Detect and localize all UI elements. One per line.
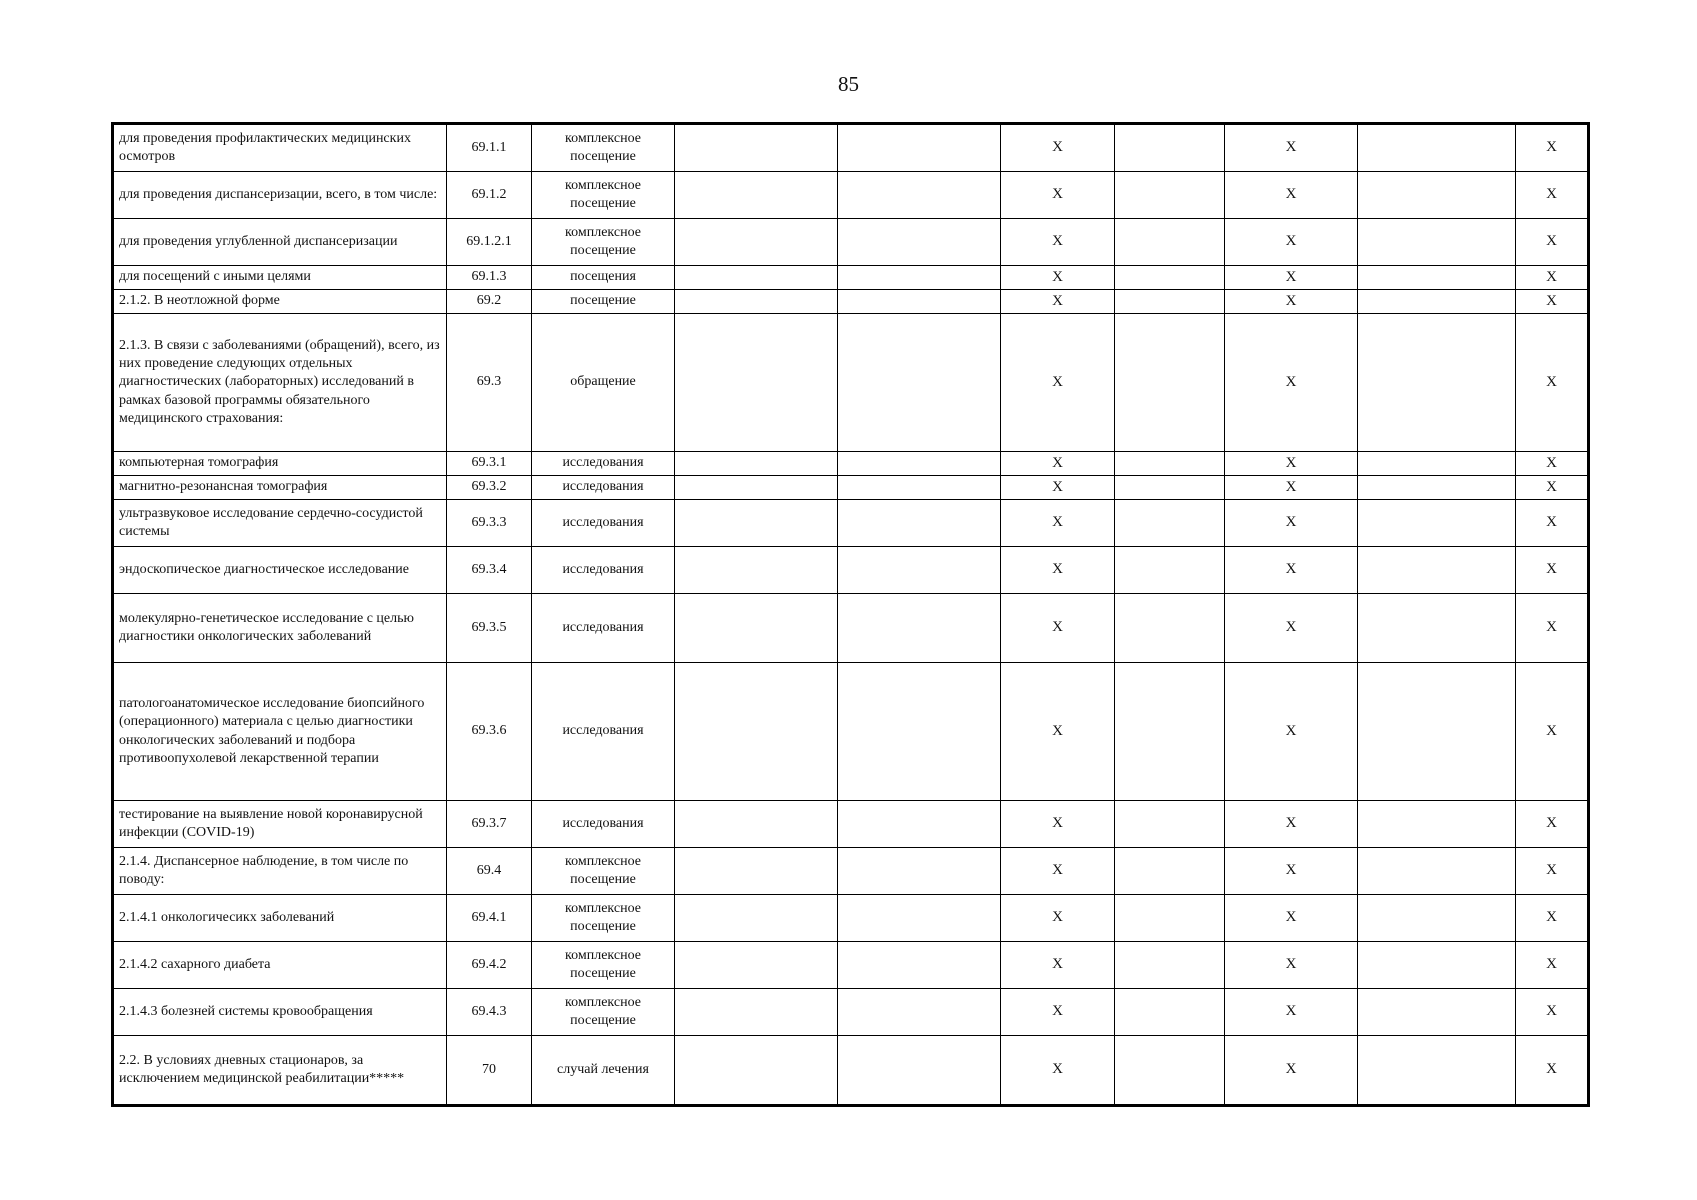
table-row <box>114 895 1588 942</box>
empty-cell <box>1115 125 1225 172</box>
empty-cell <box>838 895 1001 942</box>
empty-cell <box>1358 848 1516 895</box>
empty-cell <box>1115 989 1225 1036</box>
x-mark-cell: X <box>1001 942 1115 989</box>
x-mark-cell: X <box>1001 801 1115 848</box>
row-name: ультразвуковое исследование сердечно-сосудистой системы <box>114 500 447 547</box>
row-code: 69.4 <box>447 848 532 895</box>
empty-cell <box>675 266 838 290</box>
empty-cell <box>838 290 1001 314</box>
row-code: 69.2 <box>447 290 532 314</box>
row-unit: обращение <box>532 314 675 452</box>
empty-cell <box>1358 290 1516 314</box>
row-code: 69.4.2 <box>447 942 532 989</box>
x-mark-cell: X <box>1516 594 1588 663</box>
empty-cell <box>1115 1036 1225 1105</box>
row-code: 69.3.6 <box>447 663 532 801</box>
empty-cell <box>675 848 838 895</box>
empty-cell <box>838 500 1001 547</box>
x-mark-cell: X <box>1001 500 1115 547</box>
x-mark-cell: X <box>1225 125 1358 172</box>
x-mark-cell: X <box>1001 314 1115 452</box>
empty-cell <box>1358 314 1516 452</box>
table-row <box>114 476 1588 500</box>
x-mark-cell: X <box>1225 266 1358 290</box>
row-name: 2.1.4.2 сахарного диабета <box>114 942 447 989</box>
row-code: 70 <box>447 1036 532 1105</box>
row-unit: комплексное посещение <box>532 172 675 219</box>
empty-cell <box>838 476 1001 500</box>
row-name: тестирование на выявление новой коронавирусной инфекции (COVID-19) <box>114 801 447 848</box>
row-unit: случай лечения <box>532 1036 675 1105</box>
row-name: молекулярно-генетическое исследование с целью диагностики онкологических заболеваний <box>114 594 447 663</box>
row-name: для проведения профилактических медицинских осмотров <box>114 125 447 172</box>
row-unit: комплексное посещение <box>532 125 675 172</box>
empty-cell <box>1358 594 1516 663</box>
empty-cell <box>675 942 838 989</box>
row-code: 69.3.4 <box>447 547 532 594</box>
row-name: 2.2. В условиях дневных стационаров, за исключением медицинской реабилитации***** <box>114 1036 447 1105</box>
x-mark-cell: X <box>1516 848 1588 895</box>
x-mark-cell: X <box>1225 1036 1358 1105</box>
x-mark-cell: X <box>1225 172 1358 219</box>
table-row <box>114 942 1588 989</box>
x-mark-cell: X <box>1225 547 1358 594</box>
empty-cell <box>1115 476 1225 500</box>
row-code: 69.1.2.1 <box>447 219 532 266</box>
x-mark-cell: X <box>1001 895 1115 942</box>
x-mark-cell: X <box>1516 290 1588 314</box>
table-row <box>114 125 1588 172</box>
x-mark-cell: X <box>1001 219 1115 266</box>
row-unit: исследования <box>532 452 675 476</box>
empty-cell <box>1358 476 1516 500</box>
x-mark-cell: X <box>1516 895 1588 942</box>
empty-cell <box>1115 290 1225 314</box>
empty-cell <box>1358 801 1516 848</box>
x-mark-cell: X <box>1001 125 1115 172</box>
empty-cell <box>1115 594 1225 663</box>
row-code: 69.3 <box>447 314 532 452</box>
row-name: эндоскопическое диагностическое исследование <box>114 547 447 594</box>
x-mark-cell: X <box>1225 848 1358 895</box>
empty-cell <box>675 989 838 1036</box>
row-name: компьютерная томография <box>114 452 447 476</box>
row-unit: исследования <box>532 547 675 594</box>
page-number: 85 <box>838 72 859 96</box>
empty-cell <box>675 314 838 452</box>
empty-cell <box>1358 219 1516 266</box>
x-mark-cell: X <box>1001 594 1115 663</box>
empty-cell <box>838 314 1001 452</box>
row-name: магнитно-резонансная томография <box>114 476 447 500</box>
row-name: 2.1.4.1 онкологичесикх заболеваний <box>114 895 447 942</box>
x-mark-cell: X <box>1516 989 1588 1036</box>
empty-cell <box>1358 989 1516 1036</box>
empty-cell <box>1115 172 1225 219</box>
x-mark-cell: X <box>1225 500 1358 547</box>
x-mark-cell: X <box>1516 500 1588 547</box>
empty-cell <box>1358 895 1516 942</box>
row-name: 2.1.3. В связи с заболеваниями (обращений), всего, из них проведение следующих отдельных диагностических (лабораторных) исследований в рамках базовой программы обязательного медицинского страхования: <box>114 314 447 452</box>
x-mark-cell: X <box>1225 895 1358 942</box>
empty-cell <box>1358 125 1516 172</box>
x-mark-cell: X <box>1001 1036 1115 1105</box>
empty-cell <box>838 848 1001 895</box>
empty-cell <box>838 172 1001 219</box>
x-mark-cell: X <box>1001 547 1115 594</box>
empty-cell <box>1115 500 1225 547</box>
empty-cell <box>675 500 838 547</box>
x-mark-cell: X <box>1225 942 1358 989</box>
empty-cell <box>838 594 1001 663</box>
empty-cell <box>1358 452 1516 476</box>
empty-cell <box>1115 452 1225 476</box>
x-mark-cell: X <box>1516 801 1588 848</box>
x-mark-cell: X <box>1516 1036 1588 1105</box>
empty-cell <box>1115 266 1225 290</box>
row-unit: исследования <box>532 500 675 547</box>
empty-cell <box>1358 942 1516 989</box>
x-mark-cell: X <box>1516 452 1588 476</box>
row-unit: посещения <box>532 266 675 290</box>
x-mark-cell: X <box>1001 476 1115 500</box>
empty-cell <box>838 663 1001 801</box>
empty-cell <box>838 801 1001 848</box>
x-mark-cell: X <box>1225 219 1358 266</box>
x-mark-cell: X <box>1516 942 1588 989</box>
table-row <box>114 314 1588 452</box>
row-code: 69.1.3 <box>447 266 532 290</box>
empty-cell <box>1358 663 1516 801</box>
x-mark-cell: X <box>1225 314 1358 452</box>
empty-cell <box>1358 172 1516 219</box>
table-row <box>114 266 1588 290</box>
x-mark-cell: X <box>1001 848 1115 895</box>
table-row <box>114 452 1588 476</box>
row-name: 2.1.4. Диспансерное наблюдение, в том числе по поводу: <box>114 848 447 895</box>
table-row <box>114 989 1588 1036</box>
row-unit: комплексное посещение <box>532 895 675 942</box>
x-mark-cell: X <box>1225 452 1358 476</box>
empty-cell <box>675 290 838 314</box>
x-mark-cell: X <box>1001 989 1115 1036</box>
row-name: для посещений с иными целями <box>114 266 447 290</box>
table-row <box>114 172 1588 219</box>
empty-cell <box>1115 801 1225 848</box>
row-unit: исследования <box>532 801 675 848</box>
empty-cell <box>838 942 1001 989</box>
x-mark-cell: X <box>1225 663 1358 801</box>
x-mark-cell: X <box>1516 125 1588 172</box>
table-row <box>114 290 1588 314</box>
table-row <box>114 801 1588 848</box>
x-mark-cell: X <box>1001 172 1115 219</box>
x-mark-cell: X <box>1516 663 1588 801</box>
row-unit: комплексное посещение <box>532 219 675 266</box>
row-unit: комплексное посещение <box>532 989 675 1036</box>
row-unit: исследования <box>532 594 675 663</box>
row-code: 69.3.7 <box>447 801 532 848</box>
x-mark-cell: X <box>1225 594 1358 663</box>
x-mark-cell: X <box>1516 314 1588 452</box>
empty-cell <box>675 663 838 801</box>
x-mark-cell: X <box>1225 989 1358 1036</box>
empty-cell <box>675 547 838 594</box>
empty-cell <box>1115 219 1225 266</box>
row-name: 2.1.4.3 болезней системы кровообращения <box>114 989 447 1036</box>
empty-cell <box>1115 314 1225 452</box>
table-row <box>114 500 1588 547</box>
row-name: 2.1.2. В неотложной форме <box>114 290 447 314</box>
row-code: 69.4.3 <box>447 989 532 1036</box>
x-mark-cell: X <box>1516 172 1588 219</box>
x-mark-cell: X <box>1001 266 1115 290</box>
table-row <box>114 219 1588 266</box>
empty-cell <box>675 452 838 476</box>
x-mark-cell: X <box>1001 290 1115 314</box>
data-table <box>113 124 1588 1105</box>
row-code: 69.4.1 <box>447 895 532 942</box>
table-row <box>114 594 1588 663</box>
empty-cell <box>675 125 838 172</box>
empty-cell <box>1115 848 1225 895</box>
row-name: патологоанатомическое исследование биопсийного (операционного) материала с целью диагностики онкологических заболеваний и подбора противоопухолевой лекарственной терапии <box>114 663 447 801</box>
empty-cell <box>838 1036 1001 1105</box>
empty-cell <box>838 219 1001 266</box>
row-name: для проведения углубленной диспансеризации <box>114 219 447 266</box>
row-code: 69.3.3 <box>447 500 532 547</box>
row-code: 69.3.1 <box>447 452 532 476</box>
x-mark-cell: X <box>1516 547 1588 594</box>
x-mark-cell: X <box>1516 266 1588 290</box>
x-mark-cell: X <box>1001 452 1115 476</box>
x-mark-cell: X <box>1516 476 1588 500</box>
x-mark-cell: X <box>1225 290 1358 314</box>
table-row <box>114 547 1588 594</box>
empty-cell <box>838 547 1001 594</box>
empty-cell <box>1115 547 1225 594</box>
empty-cell <box>675 1036 838 1105</box>
empty-cell <box>1358 1036 1516 1105</box>
empty-cell <box>1358 266 1516 290</box>
empty-cell <box>838 266 1001 290</box>
empty-cell <box>1115 895 1225 942</box>
x-mark-cell: X <box>1516 219 1588 266</box>
row-unit: исследования <box>532 663 675 801</box>
empty-cell <box>1115 942 1225 989</box>
x-mark-cell: X <box>1225 476 1358 500</box>
empty-cell <box>1358 500 1516 547</box>
row-name: для проведения диспансеризации, всего, в том числе: <box>114 172 447 219</box>
empty-cell <box>675 594 838 663</box>
row-unit: комплексное посещение <box>532 942 675 989</box>
empty-cell <box>1358 547 1516 594</box>
row-code: 69.3.5 <box>447 594 532 663</box>
empty-cell <box>1115 663 1225 801</box>
row-unit: комплексное посещение <box>532 848 675 895</box>
row-code: 69.1.1 <box>447 125 532 172</box>
empty-cell <box>675 476 838 500</box>
empty-cell <box>675 172 838 219</box>
row-unit: посещение <box>532 290 675 314</box>
empty-cell <box>675 219 838 266</box>
empty-cell <box>838 452 1001 476</box>
x-mark-cell: X <box>1001 663 1115 801</box>
empty-cell <box>675 895 838 942</box>
table-row <box>114 1036 1588 1105</box>
table-row <box>114 663 1588 801</box>
row-code: 69.1.2 <box>447 172 532 219</box>
x-mark-cell: X <box>1225 801 1358 848</box>
empty-cell <box>675 801 838 848</box>
table-row <box>114 848 1588 895</box>
row-unit: исследования <box>532 476 675 500</box>
row-code: 69.3.2 <box>447 476 532 500</box>
empty-cell <box>838 125 1001 172</box>
empty-cell <box>838 989 1001 1036</box>
